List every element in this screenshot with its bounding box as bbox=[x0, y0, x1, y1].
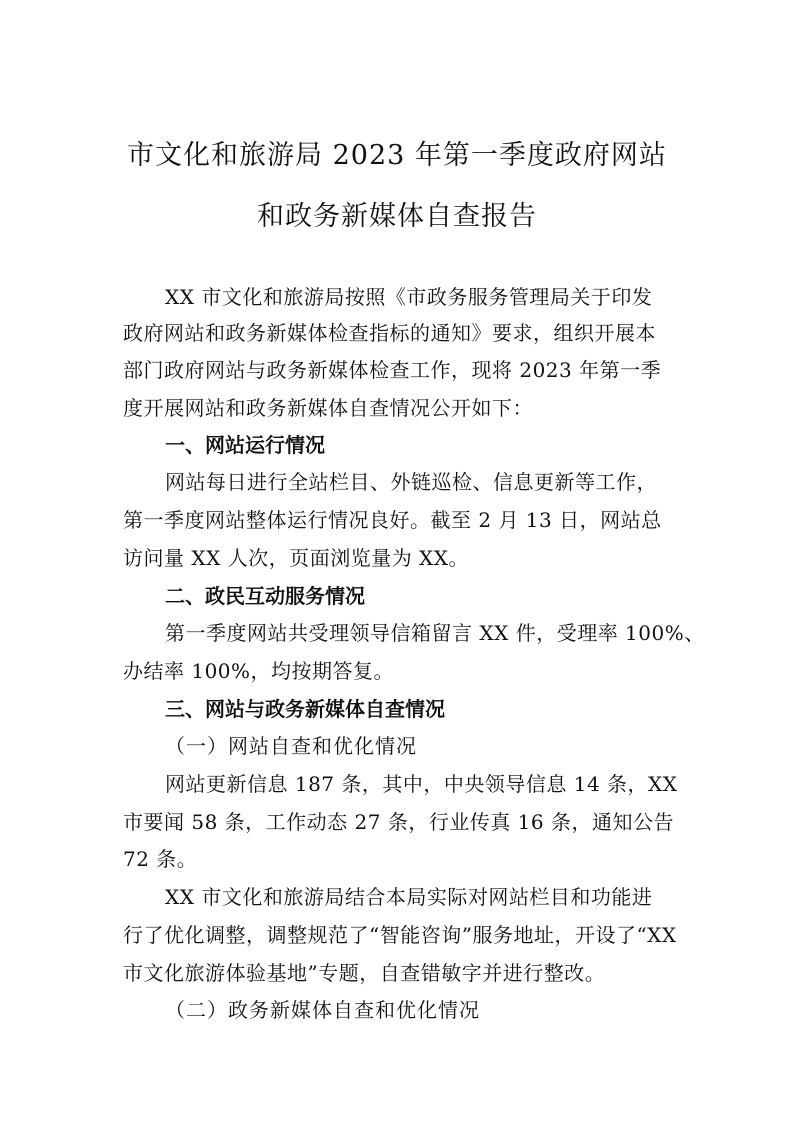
section-3-sub-2-heading: （二）政务新媒体自查和优化情况 bbox=[165, 998, 480, 1022]
section-2-line-2: 办结率 100%，均按期答复。 bbox=[123, 659, 395, 683]
intro-line-2: 政府网站和政务新媒体检查指标的通知》要求，组织开展本 bbox=[123, 321, 656, 345]
intro-line-4: 度开展网站和政务新媒体自查情况公开如下： bbox=[123, 396, 533, 420]
section-1-heading: 一、网站运行情况 bbox=[165, 433, 325, 457]
document-title-line-1: 市文化和旅游局 2023 年第一季度政府网站 bbox=[127, 140, 667, 171]
section-3-heading: 三、网站与政务新媒体自查情况 bbox=[165, 697, 445, 721]
sub-1-para-2-line-3: 市文化旅游体验基地”专题，自查错敏字并进行整改。 bbox=[123, 961, 606, 985]
intro-line-1: XX 市文化和旅游局按照《市政务服务管理局关于印发 bbox=[165, 285, 653, 309]
section-1-line-1: 网站每日进行全站栏目、外链巡检、信息更新等工作， bbox=[165, 470, 657, 494]
sub-1-para-1-line-1: 网站更新信息 187 条，其中，中央领导信息 14 条，XX bbox=[165, 772, 678, 796]
section-2-line-1: 第一季度网站共受理领导信箱留言 XX 件，受理率 100%、 bbox=[165, 621, 705, 645]
section-3-sub-1-heading: （一）网站自查和优化情况 bbox=[165, 734, 417, 758]
sub-1-para-2-line-1: XX 市文化和旅游局结合本局实际对网站栏目和功能进 bbox=[165, 885, 653, 909]
section-2-heading: 二、政民互动服务情况 bbox=[165, 584, 365, 608]
intro-line-3: 部门政府网站与政务新媒体检查工作，现将 2023 年第一季 bbox=[123, 358, 662, 382]
sub-1-para-1-line-2: 市要闻 58 条，工作动态 27 条，行业传真 16 条，通知公告 bbox=[123, 810, 674, 834]
document-title-line-2: 和政务新媒体自查报告 bbox=[257, 201, 537, 232]
sub-1-para-1-line-3: 72 条。 bbox=[123, 847, 198, 871]
sub-1-para-2-line-2: 行了优化调整，调整规范了“智能咨询”服务地址，开设了“XX bbox=[123, 923, 677, 947]
section-1-line-3: 访问量 XX 人次，页面浏览量为 XX。 bbox=[123, 546, 470, 570]
section-1-line-2: 第一季度网站整体运行情况良好。截至 2 月 13 日，网站总 bbox=[123, 508, 662, 532]
